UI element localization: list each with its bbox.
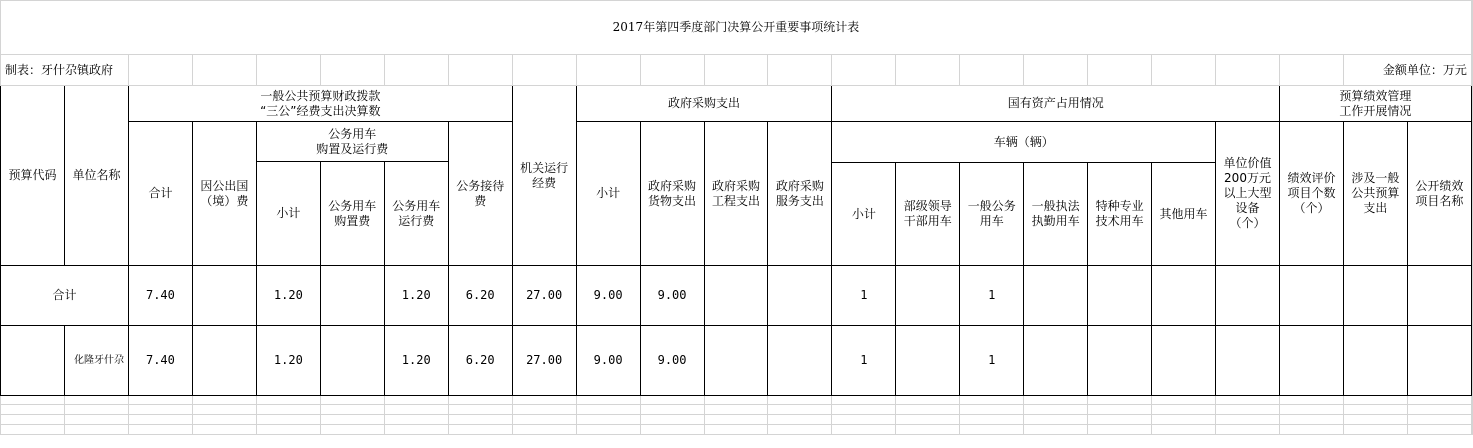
cell-abroad (192, 326, 256, 396)
header-car-subtotal: 小计 (832, 163, 896, 266)
cell-car-other (1152, 326, 1216, 396)
cell-vehicle-purchase (320, 266, 384, 326)
header-car-law: 一般执法 执勤用车 (1024, 163, 1088, 266)
header-assets: 国有资产占用情况 (832, 86, 1280, 122)
cell-agency-run: 27.00 (512, 266, 576, 326)
report-title: 2017年第四季度部门决算公开重要事项统计表 (1, 1, 1472, 55)
cell-car-other (1152, 266, 1216, 326)
cell-total: 7.40 (128, 266, 192, 326)
header-vehicle-subtotal: 小计 (256, 162, 320, 266)
cell-vehicle-sub: 1.20 (256, 326, 320, 396)
header-vehicle: 公务用车 购置及运行费 (256, 122, 448, 162)
cell-car-law (1024, 326, 1088, 396)
header-budget-code: 预算代码 (1, 86, 65, 266)
cell-perf-count (1279, 326, 1343, 396)
header-car-special: 特种专业 技术用车 (1088, 163, 1152, 266)
cell-car-leader (896, 266, 960, 326)
header-cars: 车辆（辆） (832, 122, 1216, 163)
cell-equipment (1216, 266, 1280, 326)
cell-reception: 6.20 (448, 266, 512, 326)
header-proc-subtotal: 小计 (576, 122, 640, 266)
cell-car-special (1088, 266, 1152, 326)
header-total: 合计 (128, 122, 192, 266)
cell-proc-goods: 9.00 (640, 266, 704, 326)
cell-reception: 6.20 (448, 326, 512, 396)
cell-car-general: 1 (960, 326, 1024, 396)
header-reception: 公务接待 费 (448, 122, 512, 266)
header-equipment: 单位价值 200万元 以上大型 设备 （个） (1216, 122, 1280, 266)
header-performance: 预算绩效管理 工作开展情况 (1279, 86, 1471, 122)
cell-car-leader (896, 326, 960, 396)
header-proc-works: 政府采购 工程支出 (704, 122, 768, 266)
cell-proc-works (704, 266, 768, 326)
header-perf-count: 绩效评价 项目个数 （个） (1279, 122, 1343, 266)
table-row (1, 266, 1473, 326)
header-car-general: 一般公务 用车 (960, 163, 1024, 266)
header-procurement: 政府采购支出 (576, 86, 832, 122)
header-perf-names: 公开绩效 项目名称 (1407, 122, 1471, 266)
cell-car-general: 1 (960, 266, 1024, 326)
header-proc-goods: 政府采购 货物支出 (640, 122, 704, 266)
cell-perf-names (1407, 326, 1471, 396)
cell-perf-names (1407, 266, 1471, 326)
header-car-leader: 部级领导 干部用车 (896, 163, 960, 266)
header-agency-run: 机关运行 经费 (512, 86, 576, 266)
table-row (1, 326, 1473, 396)
cell-unit-name: 化隆牙什尕 (64, 326, 128, 396)
header-car-other: 其他用车 (1152, 163, 1216, 266)
cell-proc-sub: 9.00 (576, 326, 640, 396)
cell-total: 7.40 (128, 326, 192, 396)
cell-proc-goods: 9.00 (640, 326, 704, 396)
cell-abroad (192, 266, 256, 326)
cell-perf-count (1279, 266, 1343, 326)
cell-vehicle-run: 1.20 (384, 266, 448, 326)
cell-proc-services (768, 266, 832, 326)
header-perf-public: 涉及一般 公共预算 支出 (1343, 122, 1407, 266)
cell-car-special (1088, 326, 1152, 396)
cell-proc-services (768, 326, 832, 396)
cell-car-sub: 1 (832, 326, 896, 396)
amount-unit: 金额单位：万元 (1343, 55, 1471, 86)
cell-vehicle-sub: 1.20 (256, 266, 320, 326)
cell-car-law (1024, 266, 1088, 326)
cell-perf-public (1343, 266, 1407, 326)
header-three-public: 一般公共预算财政拨款 “三公”经费支出决算数 (128, 86, 512, 122)
cell-vehicle-run: 1.20 (384, 326, 448, 396)
cell-vehicle-purchase (320, 326, 384, 396)
cell-perf-public (1343, 326, 1407, 396)
header-proc-services: 政府采购 服务支出 (768, 122, 832, 266)
header-unit-name: 单位名称 (64, 86, 128, 266)
cell-equipment (1216, 326, 1280, 396)
header-vehicle-purchase: 公务用车 购置费 (320, 162, 384, 266)
cell-proc-works (704, 326, 768, 396)
cell-budget-code (1, 326, 65, 396)
prepared-by: 制表：牙什尕镇政府 (1, 55, 129, 86)
cell-proc-sub: 9.00 (576, 266, 640, 326)
header-vehicle-run: 公务用车 运行费 (384, 162, 448, 266)
header-abroad: 因公出国 （境）费 (192, 122, 256, 266)
cell-agency-run: 27.00 (512, 326, 576, 396)
row-total-name: 合计 (1, 266, 129, 326)
cell-car-sub: 1 (832, 266, 896, 326)
